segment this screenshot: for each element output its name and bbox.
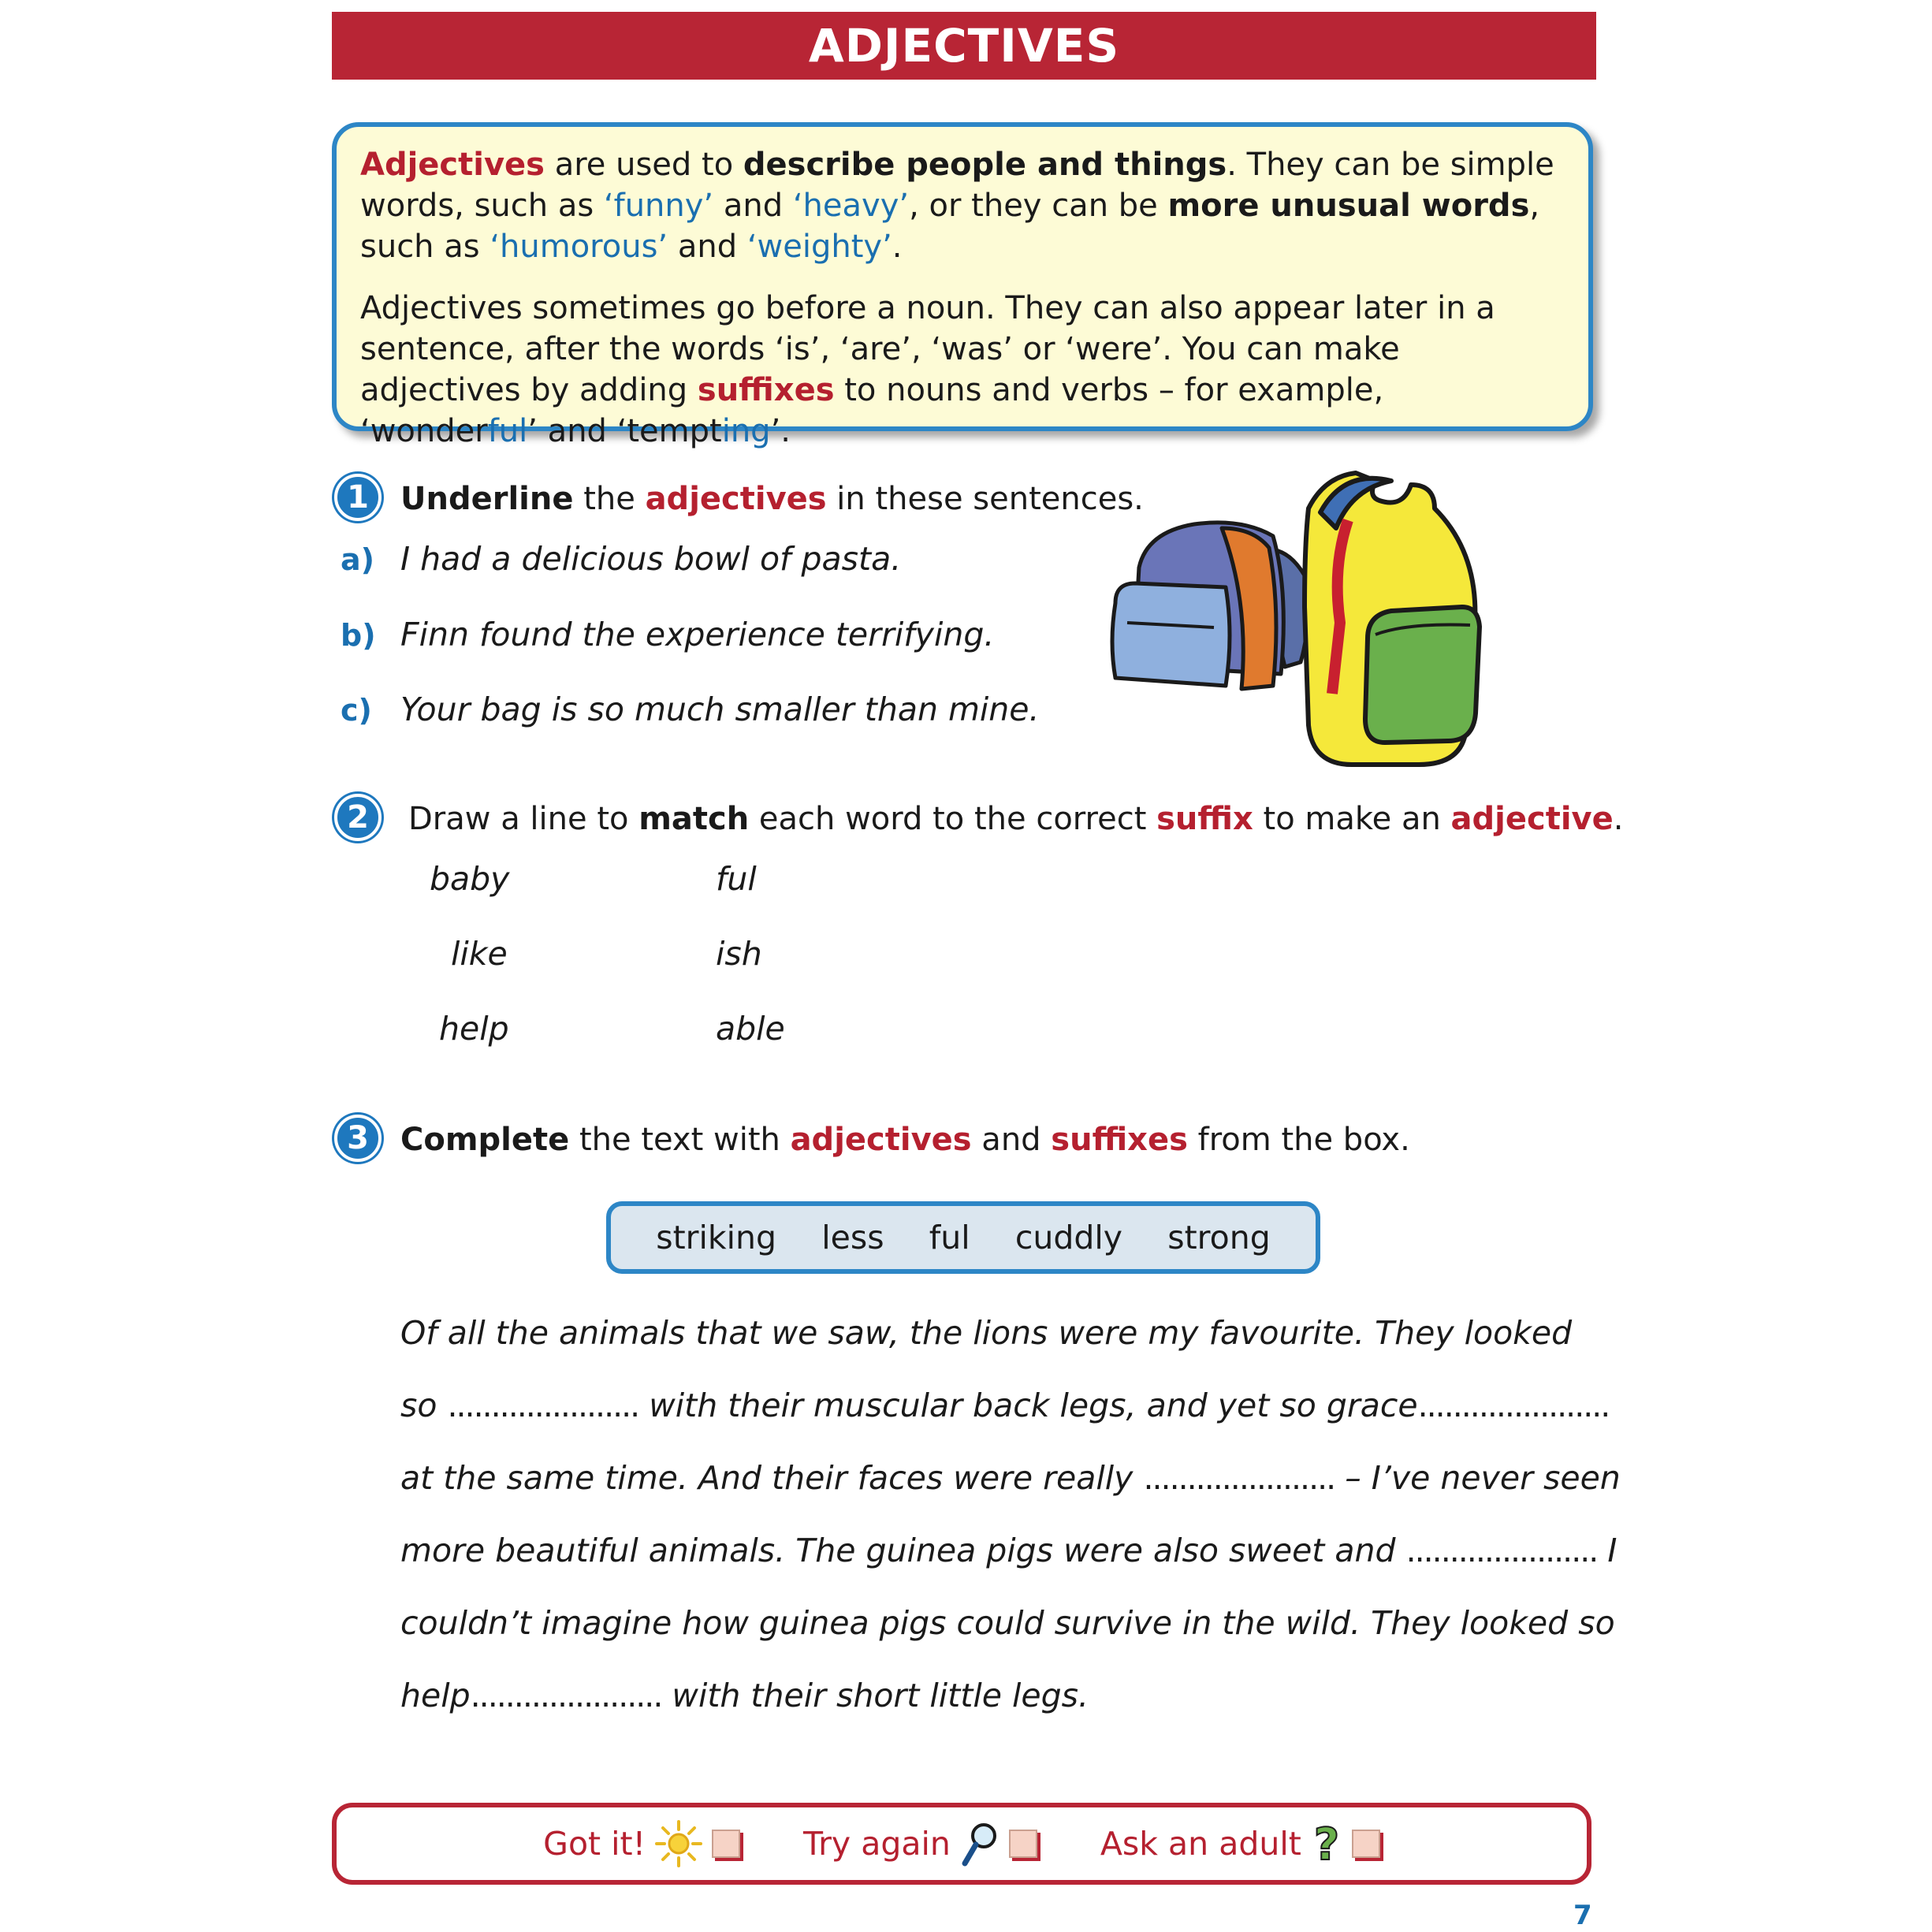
info-paragraph-1: Adjectives are used to describe people and things. They can be simple words, such as ‘funny’ and ‘heavy’, or they can be more unusual words, such as ‘humorous’ and ‘weighty’. (360, 147, 1554, 265)
item-label-b: b) (341, 618, 376, 653)
blank-4[interactable]: ...................... (1405, 1532, 1598, 1569)
text-line-4: more beautiful animals. The guinea pigs were also sweet and ...................... I (400, 1532, 1617, 1569)
blank-5[interactable]: ...................... (470, 1677, 662, 1714)
question-3-number: 3 (334, 1115, 382, 1162)
got-it-label: Got it! (543, 1825, 646, 1863)
text-line-2: so ...................... with their muscular back legs, and yet so grace...................... (400, 1387, 1610, 1424)
sentence-a[interactable]: I had a delicious bowl of pasta. (400, 540, 902, 578)
box-word: strong (1167, 1219, 1271, 1256)
text-line-1: Of all the animals that we saw, the lions were my favourite. They looked (400, 1314, 1573, 1352)
box-word: less (821, 1219, 884, 1256)
item-label-c: c) (341, 693, 372, 728)
match-suffix-ish[interactable]: ish (716, 935, 762, 973)
info-box (332, 122, 1593, 449)
got-it-option (543, 1820, 740, 1867)
question-3-instruction: Complete the text with adjectives and suffixes from the box. (400, 1122, 1410, 1158)
ask-adult-label: Ask an adult (1100, 1825, 1301, 1863)
page-number: 7 (1573, 1900, 1592, 1931)
self-assessment-bar (332, 1803, 1591, 1885)
yellow-backpack-icon (1305, 473, 1480, 765)
text-line-6: help...................... with their short little legs. (400, 1677, 1089, 1714)
match-suffix-able[interactable]: able (716, 1010, 785, 1048)
match-word-like[interactable]: like (451, 935, 508, 973)
ask-adult-option (1100, 1820, 1380, 1867)
try-again-label: Try again (803, 1825, 951, 1863)
page-title: ADJECTIVES (332, 12, 1596, 80)
info-term: Adjectives (360, 147, 545, 183)
try-again-option (803, 1820, 1037, 1867)
text-line-5: couldn’t imagine how guinea pigs could survive in the wild. They looked so (400, 1604, 1615, 1642)
question-mark-icon (1311, 1820, 1342, 1867)
magnifier-icon (960, 1820, 1000, 1867)
box-word: cuddly (1014, 1219, 1123, 1256)
blue-backpack-icon (1112, 523, 1308, 689)
box-word: ful (929, 1219, 970, 1256)
ask-adult-checkbox[interactable] (1352, 1830, 1380, 1858)
box-word: striking (656, 1219, 777, 1256)
try-again-checkbox[interactable] (1009, 1830, 1037, 1858)
blank-1[interactable]: ...................... (447, 1387, 639, 1424)
match-word-help[interactable]: help (439, 1010, 509, 1048)
sentence-c[interactable]: Your bag is so much smaller than mine. (400, 691, 1040, 728)
blank-3[interactable]: ...................... (1143, 1459, 1335, 1497)
item-label-a: a) (341, 542, 375, 577)
sentence-b[interactable]: Finn found the experience terrifying. (400, 616, 995, 653)
backpacks-illustration (1104, 465, 1529, 780)
sun-icon (655, 1820, 702, 1867)
match-suffix-ful[interactable]: ful (716, 860, 757, 898)
info-paragraph-2: Adjectives sometimes go before a noun. They can also appear later in a sentence, after the words ‘is’, ‘are’, ‘was’ or ‘were’. You can make adjectives by adding suffixes to nouns and verbs – for example, ‘wonderful’ and ‘tempting’. (360, 290, 1495, 449)
question-1-instruction: Underline the adjectives in these sentences. (400, 481, 1144, 517)
question-2-number: 2 (334, 794, 382, 841)
question-2-instruction: Draw a line to match each word to the correct suffix to make an adjective. (408, 801, 1624, 837)
word-box (606, 1201, 1320, 1274)
got-it-checkbox[interactable] (712, 1830, 740, 1858)
blank-2[interactable]: ...................... (1417, 1387, 1610, 1424)
match-word-baby[interactable]: baby (430, 860, 510, 898)
svg-text:?: ? (1313, 1820, 1340, 1867)
question-1-number: 1 (334, 474, 382, 521)
text-line-3: at the same time. And their faces were really ...................... – I’ve never seen (400, 1459, 1621, 1497)
